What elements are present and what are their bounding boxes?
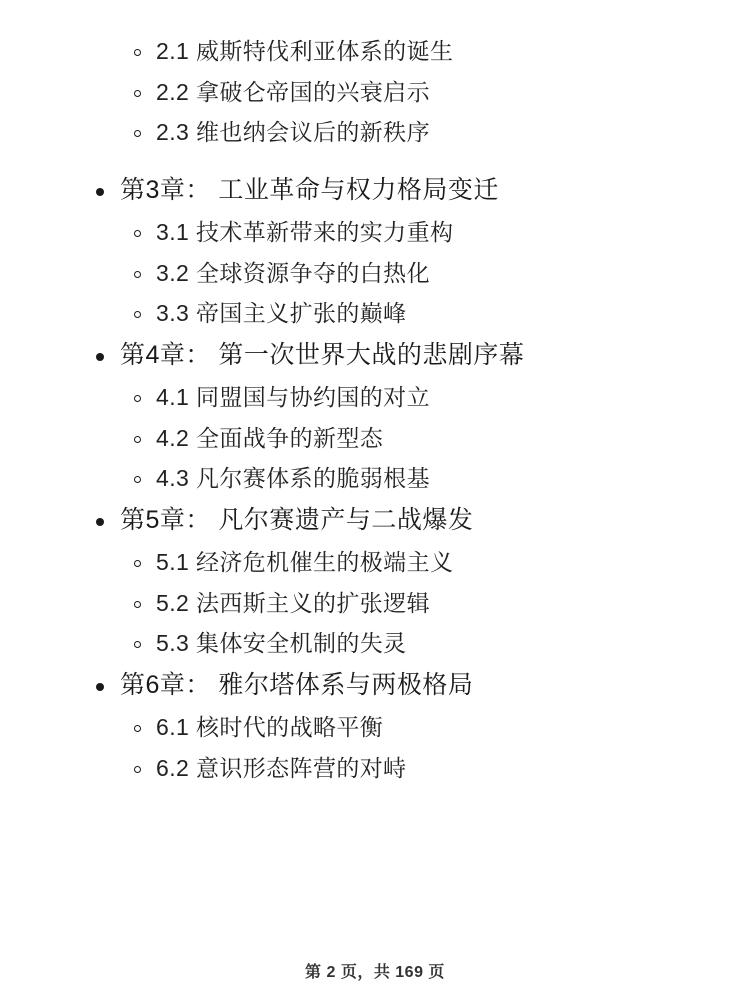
toc-section-item[interactable] [60, 296, 690, 331]
toc-section-label: 4.2 全面战争的新型态 [156, 424, 384, 451]
circle-filled-bullet-icon [96, 683, 104, 691]
toc-chapter-label: 第6章： 雅尔塔体系与两极格局 [120, 670, 474, 699]
circle-outline-bullet-icon [134, 560, 141, 567]
toc-section-item[interactable] [60, 115, 690, 150]
toc-group-3 [60, 502, 690, 661]
toc-section-label: 5.3 集体安全机制的失灵 [156, 630, 407, 656]
circle-outline-bullet-icon [134, 49, 141, 56]
page-footer: 第 2 页，共 169 页 [305, 964, 445, 981]
toc-section-item[interactable] [60, 380, 690, 415]
toc-group-0 [60, 34, 690, 150]
circle-outline-bullet-icon [134, 130, 141, 137]
toc-section-item[interactable] [60, 710, 690, 745]
toc-section-item[interactable] [60, 626, 690, 661]
toc-section-label: 2.2 拿破仑帝国的兴衰启示 [156, 78, 430, 105]
toc-section-item[interactable] [60, 215, 690, 250]
toc-chapter-label: 第3章： 工业革命与权力格局变迁 [120, 175, 499, 204]
circle-filled-bullet-icon [96, 353, 104, 361]
toc-section-label: 5.1 经济危机催生的极端主义 [156, 549, 454, 575]
toc-section-label: 3.3 帝国主义扩张的巅峰 [156, 300, 407, 326]
toc-section-label: 2.1 威斯特伐利亚体系的诞生 [156, 38, 454, 64]
toc-group-4 [60, 667, 690, 786]
circle-outline-bullet-icon [134, 436, 141, 443]
circle-filled-bullet-icon [96, 518, 104, 526]
circle-outline-bullet-icon [134, 476, 141, 483]
circle-outline-bullet-icon [134, 725, 141, 732]
toc-chapter-item[interactable] [60, 667, 690, 705]
toc-section-label: 6.2 意识形态阵营的对峙 [156, 754, 407, 781]
toc-section-item[interactable] [60, 461, 690, 496]
circle-outline-bullet-icon [134, 766, 141, 773]
circle-outline-bullet-icon [134, 641, 141, 648]
toc-group-1 [60, 172, 690, 331]
circle-outline-bullet-icon [134, 230, 141, 237]
toc-chapter-label: 第4章： 第一次世界大战的悲剧序幕 [120, 340, 525, 369]
toc-section-item[interactable] [60, 751, 690, 786]
toc-chapter-label: 第5章： 凡尔赛遗产与二战爆发 [120, 505, 474, 534]
toc-section-item[interactable] [60, 75, 690, 110]
toc-section-label: 3.2 全球资源争夺的白热化 [156, 259, 430, 286]
circle-outline-bullet-icon [134, 90, 141, 97]
toc-section-item[interactable] [60, 34, 690, 69]
toc-group-2 [60, 337, 690, 496]
toc-section-label: 4.3 凡尔赛体系的脆弱根基 [156, 465, 430, 491]
toc-section-item[interactable] [60, 586, 690, 621]
circle-outline-bullet-icon [134, 311, 141, 318]
toc-chapter-item[interactable] [60, 172, 690, 210]
toc-chapter-item[interactable] [60, 337, 690, 375]
circle-outline-bullet-icon [134, 395, 141, 402]
toc-section-label: 5.2 法西斯主义的扩张逻辑 [156, 589, 430, 616]
toc-section-label: 6.1 核时代的战略平衡 [156, 714, 384, 740]
toc-section-label: 2.3 维也纳会议后的新秩序 [156, 119, 430, 145]
toc-section-item[interactable] [60, 421, 690, 456]
toc-chapter-item[interactable] [60, 502, 690, 540]
circle-outline-bullet-icon [134, 601, 141, 608]
toc-section-item[interactable] [60, 256, 690, 291]
toc-section-label: 4.1 同盟国与协约国的对立 [156, 384, 430, 410]
circle-filled-bullet-icon [96, 188, 104, 196]
circle-outline-bullet-icon [134, 271, 141, 278]
toc-section-item[interactable] [60, 545, 690, 580]
toc-section-label: 3.1 技术革新带来的实力重构 [156, 219, 454, 245]
